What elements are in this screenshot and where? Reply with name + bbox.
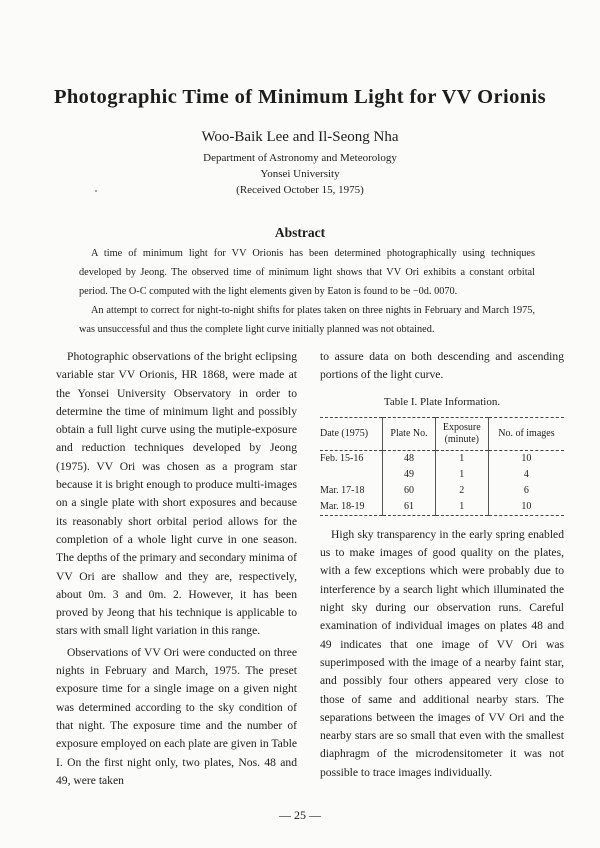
page-number: — 25 — [279, 808, 321, 822]
cell-images: 10 [488, 499, 564, 516]
header-exposure-unit: (minute) [444, 433, 479, 445]
abstract-paragraph: An attempt to correct for night-to-night shifts for plates taken on three nights in February and March 1975, was unsuccessful and thus the complete light curve initially planned was not obtained. [79, 305, 535, 335]
body-paragraph: Observations of VV Ori were conducted on three nights in February and March, 1975. The preset exposure time for a single image on a given night was determined according to the sky condition of that night. The exposure time and the number of exposure employed on each plate are given in Table I. On the first night only, two plates, Nos. 48 and 49, were taken [56, 645, 297, 787]
affiliation-department: Department of Astronomy and Meteorology [203, 152, 397, 164]
cell-images: 4 [488, 467, 564, 483]
cell-exposure: 1 [435, 467, 488, 483]
paper-title: Photographic Time of Minimum Light for VV Orionis [53, 86, 547, 108]
body-paragraph: High sky transparency in the early spring enabled us to make images of good quality on the plates, with a few exceptions which were probably due to interference by a search light which illuminated the night sky during our observation runs. Careful examination of individual images on plates 48 and 49 indicates that one image of VV Ori was superimposed with the image of a nearby faint star, and possibly four others appeared very close to those of same and additional nearby stars. The separations between the images of VV Ori and the nearby stars are so small that even with the smallest diaphragm of the microdensitometer it was not possible to trace images individually. [320, 527, 564, 779]
abstract-paragraph: A time of minimum light for VV Orionis has been determined photographically using techniques developed by Jeong. The observed time of minimum light shows that VV Ori exhibits a constant orbital period. The O-C computed with the light elements given by Eaton is found to be −0d. 0070. [79, 248, 535, 297]
received-date: (Received October 15, 1975) [236, 184, 364, 196]
header-date: Date (1975) [320, 427, 369, 439]
cell-plate-no: 48 [383, 450, 435, 467]
cell-plate-no: 60 [383, 483, 435, 499]
cell-images: 6 [488, 483, 564, 499]
right-column [320, 348, 564, 782]
table-row [320, 483, 564, 499]
cell-exposure: 1 [435, 499, 488, 516]
authors: Woo-Baik Lee and Il-Seong Nha [201, 129, 399, 145]
affiliation-university: Yonsei University [260, 168, 340, 180]
table-caption: Table I. Plate Information. [383, 395, 501, 408]
cell-date: Feb. 15-16 [320, 452, 364, 464]
abstract-heading: Abstract [274, 225, 326, 240]
table-row [320, 467, 564, 483]
left-column [56, 348, 297, 790]
header-exposure-label: Exposure [442, 421, 481, 433]
table-header-row [320, 417, 564, 450]
header-exposure [435, 417, 488, 450]
header-no-of-images: No. of images [488, 417, 564, 450]
cell-date: Mar. 17-18 [320, 484, 365, 496]
cell-images: 10 [488, 450, 564, 467]
cell-date [320, 467, 383, 483]
cell-plate-no: 49 [383, 467, 435, 483]
body-paragraph: to assure data on both descending and ascending portions of the light curve. [320, 350, 564, 382]
cell-exposure: 1 [435, 450, 488, 467]
cell-exposure: 2 [435, 483, 488, 499]
plate-information-table [320, 417, 564, 516]
header-plate-no: Plate No. [383, 417, 435, 450]
table-row [320, 499, 564, 516]
table-row [320, 450, 564, 467]
body-paragraph: Photographic observations of the bright eclipsing variable star VV Orionis, HR 1868, were made at the Yonsei University Observatory in order to determine the time of minimum light and possibly obtain a full light curve using the mutiple-exposure and reduction techniques developed by Jeong (1975). VV Ori was chosen as a program star because it is bright enough to produce multi-images on a single plate with short exposures and because its reasonably short orbital period allows for the completion of a whole light curve in one season. The depths of the primary and secondary minima of VV Ori are shallow and they are, respectively, about 0m. 3 and 0m. 2. However, it has been proved by Jeong that his technique is applicable to stars with small light variation in this range. [56, 350, 297, 638]
speck [95, 190, 97, 192]
cell-date: Mar. 18-19 [320, 500, 365, 512]
cell-plate-no: 61 [383, 499, 435, 516]
